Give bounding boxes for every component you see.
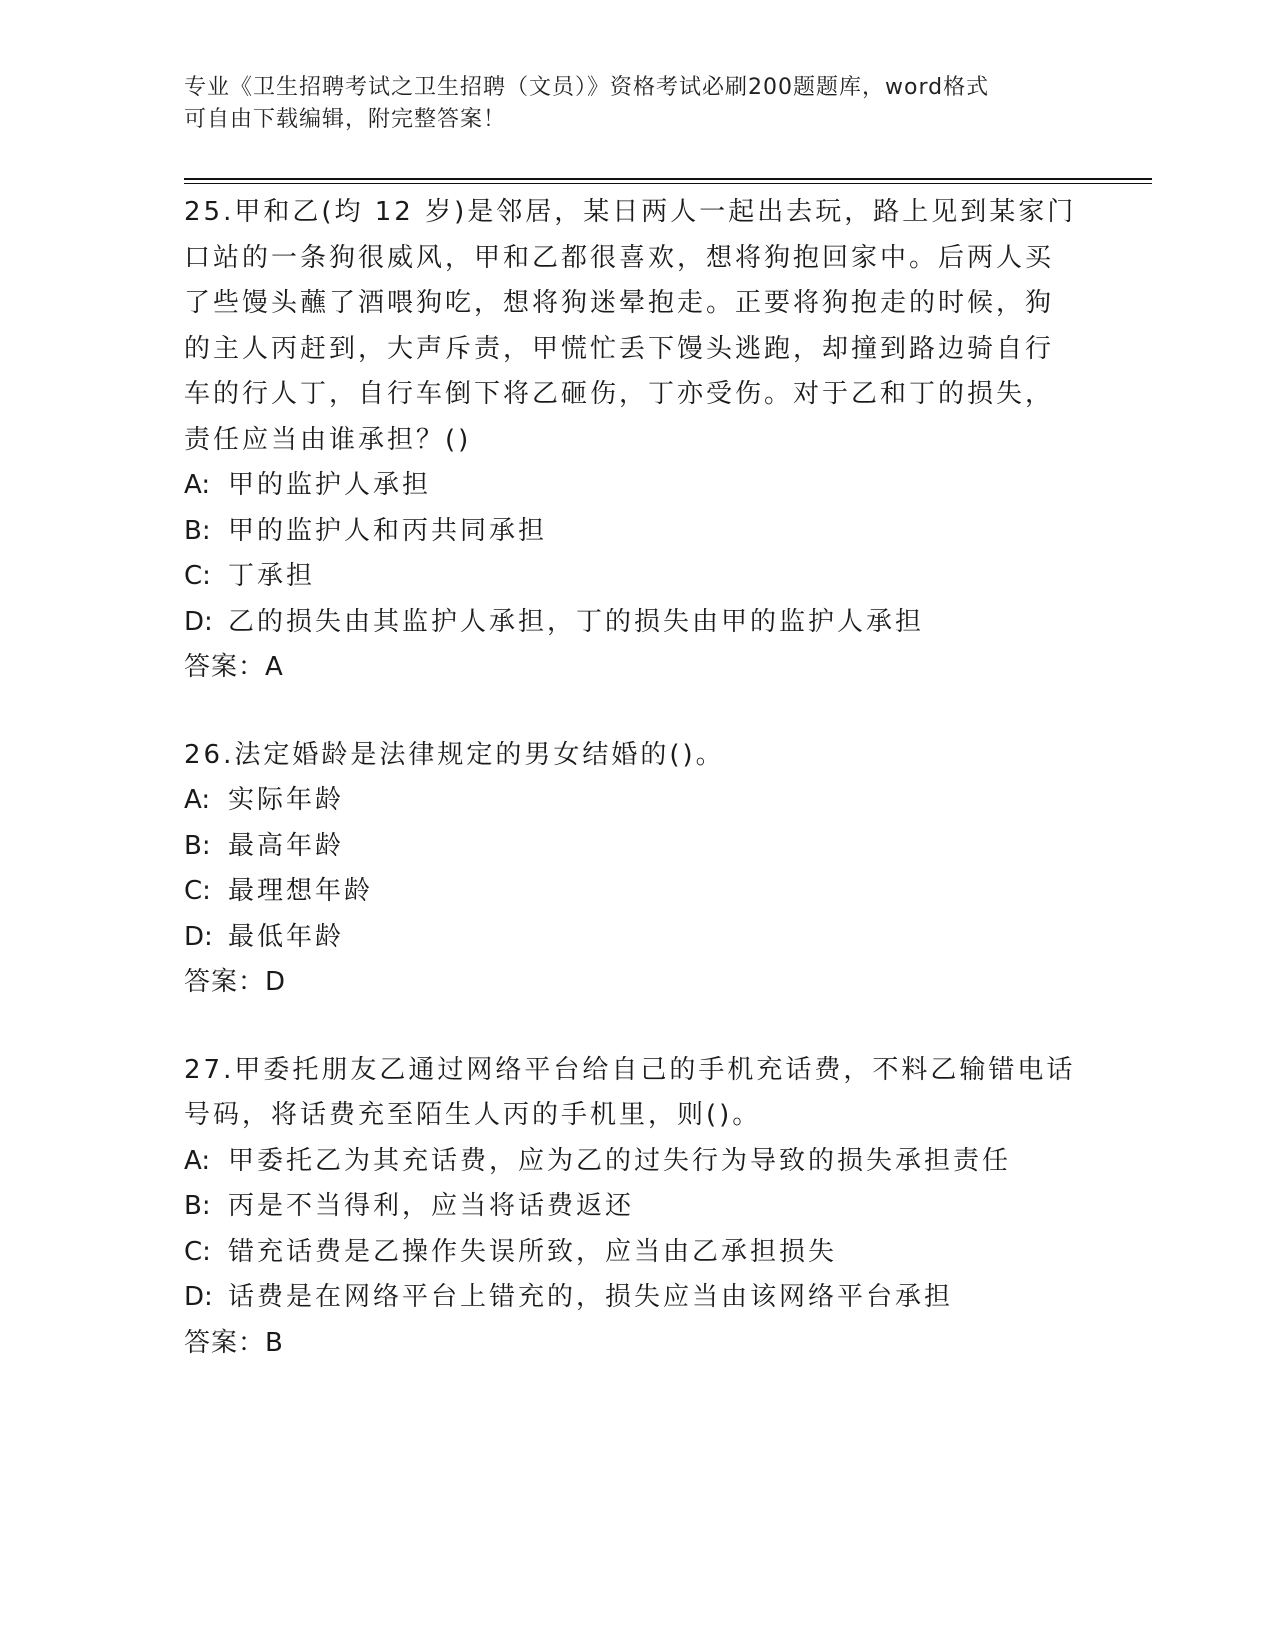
option-text: 最低年龄 [228, 921, 345, 952]
question-27 [184, 1048, 1084, 1367]
option-text: 错充话费是乙操作失误所致，应当由乙承担损失 [228, 1236, 838, 1267]
question-text-line: 口站的一条狗很威风，甲和乙都很喜欢，想将狗抱回家中。后两人买 [184, 242, 1055, 273]
option-d [184, 600, 1084, 646]
question-list [184, 190, 1084, 1366]
document-header [184, 72, 1064, 136]
question-text-line: 了些馒头蘸了酒喂狗吃，想将狗迷晕抱走。正要将狗抱走的时候，狗 [184, 288, 1055, 318]
option-a [184, 463, 1084, 509]
question-text-line: 号码，将话费充至陌生人丙的手机里，则()。 [184, 1100, 762, 1130]
option-text: 甲的监护人承担 [228, 470, 432, 500]
option-letter: C: [184, 1236, 211, 1267]
option-text: 甲的监护人和丙共同承担 [228, 515, 548, 546]
question-text-line: 27.甲委托朋友乙通过网络平台给自己的手机充话费，不料乙输错电话 [184, 1054, 1076, 1085]
question-spacer [184, 691, 1084, 733]
answer-line: 答案：A [184, 652, 284, 682]
option-letter: B: [184, 515, 211, 546]
question-25 [184, 190, 1084, 691]
question-text-line: 25.甲和乙(均 12 岁)是邻居，某日两人一起出去玩，路上见到某家门 [184, 197, 1077, 227]
question-text-line: 26.法定婚龄是法律规定的男女结婚的()。 [184, 739, 725, 770]
option-letter: A: [184, 470, 211, 500]
option-text: 最高年龄 [228, 830, 345, 861]
option-letter: A: [184, 785, 211, 815]
answer-line: 答案：D [184, 967, 287, 997]
option-text: 丙是不当得利，应当将话费返还 [228, 1191, 635, 1221]
option-letter: A: [184, 1145, 211, 1176]
option-d [184, 1275, 1084, 1321]
question-text-line: 的主人丙赶到，大声斥责，甲慌忙丢下馒头逃跑，却撞到路边骑自行 [184, 333, 1055, 364]
question-text-line: 车的行人丁，自行车倒下将乙砸伤，丁亦受伤。对于乙和丁的损失， [184, 379, 1055, 409]
option-letter: D: [184, 1282, 213, 1312]
option-b [184, 824, 1084, 870]
option-letter: D: [184, 606, 213, 637]
option-b [184, 509, 1084, 555]
answer-line: 答案：B [184, 1327, 284, 1358]
option-c [184, 1230, 1084, 1276]
header-divider-thick [184, 178, 1152, 180]
header-line-1: 专业《卫生招聘考试之卫生招聘（文员）》资格考试必刷200题题库，word格式 [184, 75, 990, 100]
header-line-2: 可自由下载编辑，附完整答案！ [184, 107, 507, 132]
option-letter: D: [184, 921, 213, 952]
header-divider-thin [184, 183, 1152, 184]
option-letter: C: [184, 876, 211, 906]
question-spacer [184, 1006, 1084, 1048]
question-text-line: 责任应当由谁承担？() [184, 424, 472, 455]
option-text: 实际年龄 [228, 785, 345, 815]
option-b [184, 1184, 1084, 1230]
option-c [184, 554, 1084, 600]
question-26 [184, 733, 1084, 1006]
option-letter: B: [184, 1191, 211, 1221]
option-text: 丁承担 [228, 561, 316, 591]
option-a [184, 778, 1084, 824]
option-c [184, 869, 1084, 915]
option-text: 话费是在网络平台上错充的，损失应当由该网络平台承担 [228, 1282, 954, 1312]
option-a [184, 1139, 1084, 1185]
option-text: 乙的损失由其监护人承担，丁的损失由甲的监护人承担 [228, 606, 925, 637]
option-letter: B: [184, 830, 211, 861]
option-text: 最理想年龄 [228, 876, 374, 906]
option-text: 甲委托乙为其充话费，应为乙的过失行为导致的损失承担责任 [228, 1145, 1012, 1176]
option-d [184, 915, 1084, 961]
option-letter: C: [184, 561, 211, 591]
